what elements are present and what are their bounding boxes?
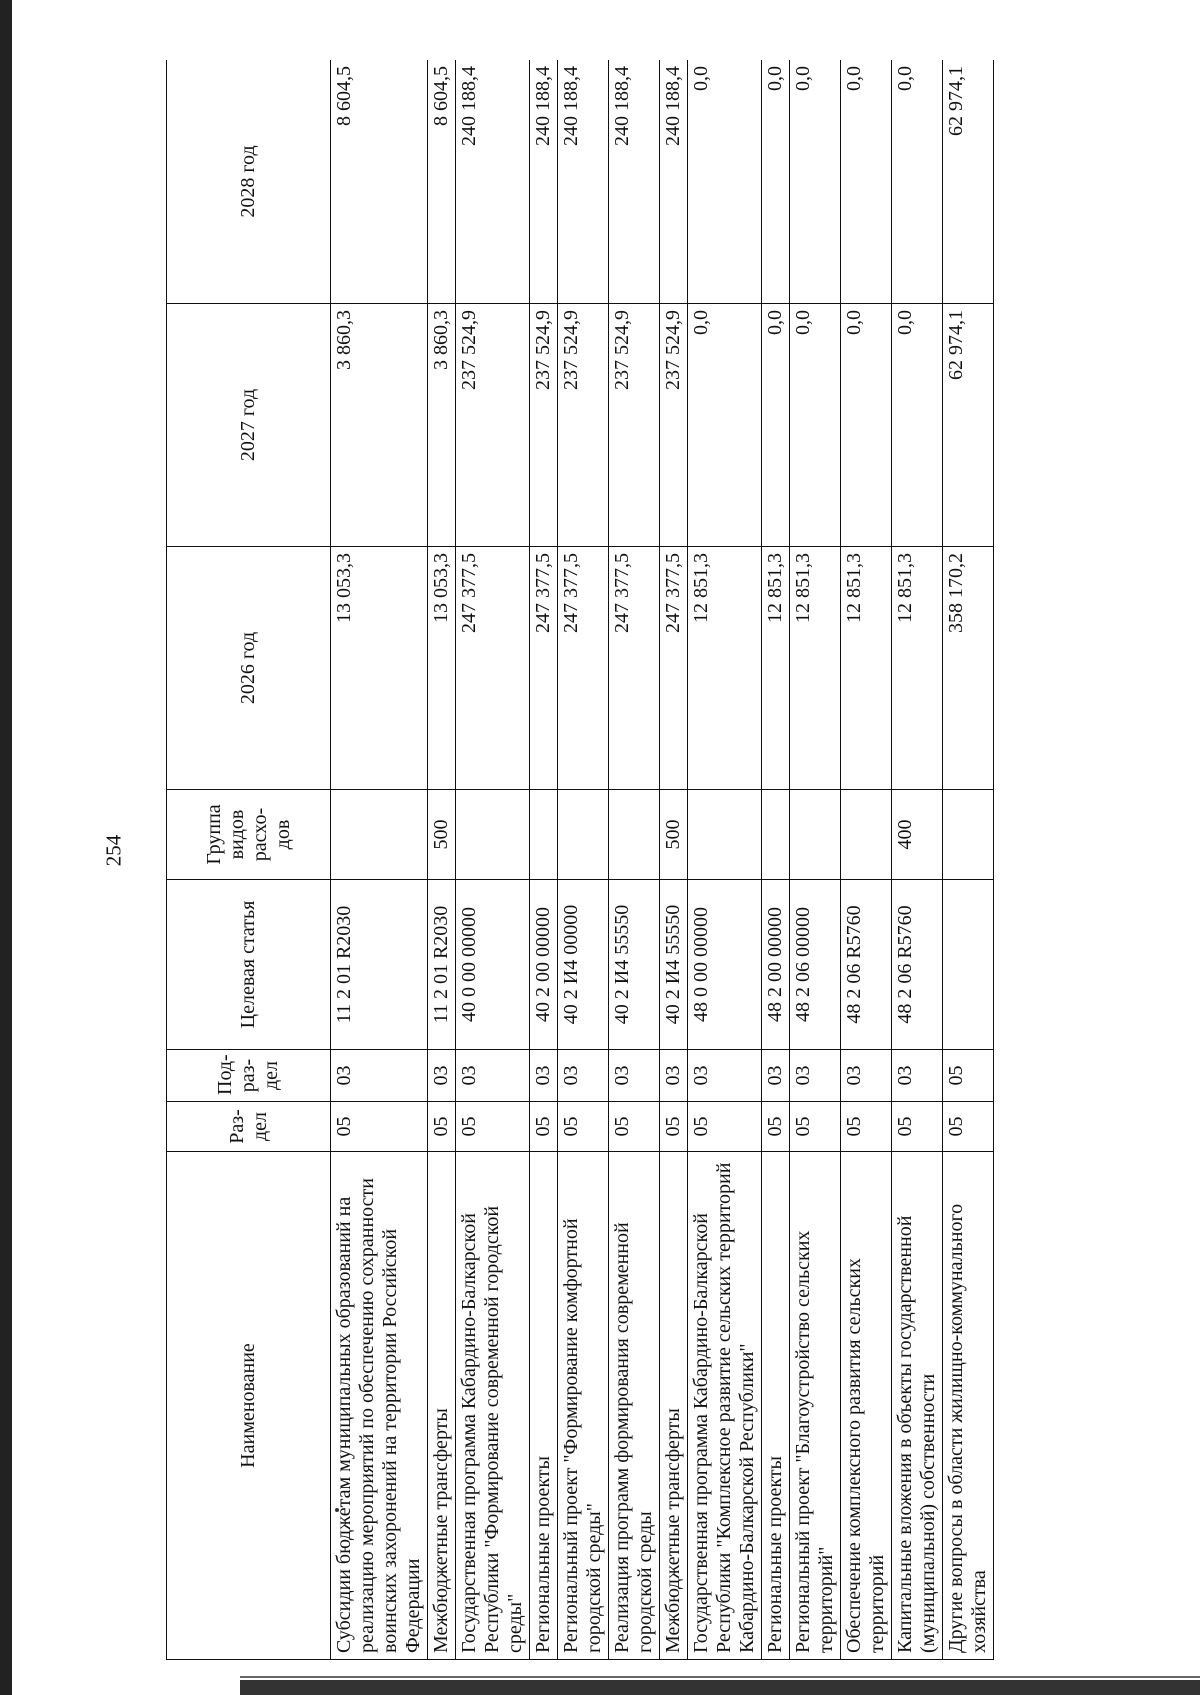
row-razdel: 05: [530, 1102, 558, 1152]
row-razdel: 05: [762, 1102, 790, 1152]
row-name: Государственная программа Кабардино-Балкарской Республики "Комплексное развитие сельских территорий Кабардино-Балкарской Республики": [688, 1152, 762, 1660]
row-name: Другие вопросы в области жилищно-коммунального хозяйства: [943, 1152, 994, 1660]
row-name: Государственная программа Кабардино-Балкарской Республики "Формирование современной городской среды": [456, 1152, 530, 1660]
row-2027: 237 524,9: [558, 304, 609, 547]
row-2026: 247 377,5: [660, 547, 688, 790]
row-razdel: 05: [688, 1102, 762, 1152]
row-podrazdel: 03: [892, 1050, 943, 1102]
row-name: Региональные проекты: [530, 1152, 558, 1660]
table-row: [331, 60, 428, 1660]
row-gruppa: [558, 790, 609, 880]
row-gruppa: [331, 790, 428, 880]
row-podrazdel: 03: [428, 1050, 456, 1102]
row-gruppa: [790, 790, 841, 880]
scan-edge-bottom-line: [240, 1676, 1200, 1678]
row-gruppa: [943, 790, 994, 880]
row-gruppa: [688, 790, 762, 880]
header-2028: 2028 год: [167, 60, 331, 304]
row-2028: 8 604,5: [428, 60, 456, 304]
header-tselevaya-statya: Целевая статья: [167, 880, 331, 1050]
row-2028: 240 188,4: [609, 60, 660, 304]
table-row: [609, 60, 660, 1660]
row-2027: 237 524,9: [660, 304, 688, 547]
row-2028: 240 188,4: [660, 60, 688, 304]
row-tselevaya: 48 2 06 R5760: [892, 880, 943, 1050]
table-row: [762, 60, 790, 1660]
row-tselevaya: 40 2 00 00000: [530, 880, 558, 1050]
row-2026: 247 377,5: [558, 547, 609, 790]
row-podrazdel: 03: [688, 1050, 762, 1102]
row-2028: 0,0: [688, 60, 762, 304]
row-tselevaya: 48 0 00 00000: [688, 880, 762, 1050]
row-2027: 62 974,1: [943, 304, 994, 547]
row-2027: 237 524,9: [530, 304, 558, 547]
row-2028: 240 188,4: [530, 60, 558, 304]
row-2027: 0,0: [688, 304, 762, 547]
row-tselevaya: 40 2 И4 55550: [660, 880, 688, 1050]
row-name: Субсидии бюджетам муниципальных образований на реализацию мероприятий по обеспечению сохранности воинских захоронений на территории Российской Федерации: [331, 1152, 428, 1660]
row-gruppa: 500: [660, 790, 688, 880]
row-2027: 0,0: [841, 304, 892, 547]
row-name: Региональные проекты: [762, 1152, 790, 1660]
row-2028: 0,0: [841, 60, 892, 304]
header-razdel: Раз-дел: [167, 1102, 331, 1152]
row-razdel: 05: [456, 1102, 530, 1152]
row-2027: 0,0: [790, 304, 841, 547]
row-2027: 0,0: [762, 304, 790, 547]
row-2026: 12 851,3: [892, 547, 943, 790]
row-podrazdel: 05: [943, 1050, 994, 1102]
row-gruppa: [456, 790, 530, 880]
row-2028: 8 604,5: [331, 60, 428, 304]
row-2026: 12 851,3: [688, 547, 762, 790]
row-tselevaya: 40 2 И4 55550: [609, 880, 660, 1050]
row-2026: 13 053,3: [331, 547, 428, 790]
table-row: [790, 60, 841, 1660]
row-name: Межбюджетные трансферты: [660, 1152, 688, 1660]
row-name: Межбюджетные трансферты: [428, 1152, 456, 1660]
header-podrazdel: Под-раз-дел: [167, 1050, 331, 1102]
row-2026: 358 170,2: [943, 547, 994, 790]
table-row: [456, 60, 530, 1660]
table-row: [688, 60, 762, 1660]
row-gruppa: 400: [892, 790, 943, 880]
row-podrazdel: 03: [530, 1050, 558, 1102]
row-2027: 237 524,9: [456, 304, 530, 547]
row-2028: 240 188,4: [558, 60, 609, 304]
row-name: Капитальные вложения в объекты государственной (муниципальной) собственности: [892, 1152, 943, 1660]
header-name: Наименование: [167, 1152, 331, 1660]
row-podrazdel: 03: [558, 1050, 609, 1102]
row-gruppa: 500: [428, 790, 456, 880]
row-name: Региональный проект "Формирование комфортной городской среды": [558, 1152, 609, 1660]
row-2028: 0,0: [762, 60, 790, 304]
row-2027: 3 860,3: [428, 304, 456, 547]
row-2026: 12 851,3: [762, 547, 790, 790]
row-2028: 240 188,4: [456, 60, 530, 304]
row-razdel: 05: [660, 1102, 688, 1152]
row-2028: 0,0: [790, 60, 841, 304]
row-razdel: 05: [609, 1102, 660, 1152]
header-2026: 2026 год: [167, 547, 331, 790]
header-2027: 2027 год: [167, 304, 331, 547]
row-tselevaya: 48 2 06 00000: [790, 880, 841, 1050]
row-2028: 62 974,1: [943, 60, 994, 304]
row-podrazdel: 03: [762, 1050, 790, 1102]
row-tselevaya: 48 2 06 R5760: [841, 880, 892, 1050]
table-row: [660, 60, 688, 1660]
row-podrazdel: 03: [331, 1050, 428, 1102]
table-row: [428, 60, 456, 1660]
row-name: Региональный проект "Благоустройство сельских территорий": [790, 1152, 841, 1660]
row-gruppa: [762, 790, 790, 880]
table-row: [943, 60, 994, 1660]
row-razdel: 05: [428, 1102, 456, 1152]
row-2027: 3 860,3: [331, 304, 428, 547]
scan-edge-bottom: [240, 1680, 1200, 1695]
header-gruppa-vidov-raskhodov: Группа видов расхо-дов: [167, 790, 331, 880]
row-2026: 247 377,5: [530, 547, 558, 790]
row-2026: 13 053,3: [428, 547, 456, 790]
row-2026: 12 851,3: [841, 547, 892, 790]
row-podrazdel: 03: [841, 1050, 892, 1102]
page-number: 254: [101, 834, 126, 867]
row-2026: 247 377,5: [456, 547, 530, 790]
row-2028: 0,0: [892, 60, 943, 304]
table-row: [558, 60, 609, 1660]
row-razdel: 05: [892, 1102, 943, 1152]
row-name: Обеспечение комплексного развития сельских территорий: [841, 1152, 892, 1660]
row-gruppa: [609, 790, 660, 880]
table-rotor: [166, 60, 1066, 1660]
row-2027: 0,0: [892, 304, 943, 547]
row-tselevaya: 40 2 И4 00000: [558, 880, 609, 1050]
table-row: [530, 60, 558, 1660]
table-header-row: [167, 60, 331, 1660]
row-name: Реализация программ формирования современной городской среды: [609, 1152, 660, 1660]
row-2026: 247 377,5: [609, 547, 660, 790]
row-gruppa: [530, 790, 558, 880]
row-podrazdel: 03: [456, 1050, 530, 1102]
row-podrazdel: 03: [790, 1050, 841, 1102]
rotated-table-frame: [166, 60, 1066, 1660]
scan-edge-left: [0, 0, 12, 1695]
row-tselevaya: [943, 880, 994, 1050]
row-2026: 12 851,3: [790, 547, 841, 790]
row-razdel: 05: [790, 1102, 841, 1152]
row-razdel: 05: [841, 1102, 892, 1152]
row-tselevaya: 48 2 00 00000: [762, 880, 790, 1050]
row-razdel: 05: [558, 1102, 609, 1152]
row-podrazdel: 03: [660, 1050, 688, 1102]
row-2027: 237 524,9: [609, 304, 660, 547]
row-podrazdel: 03: [609, 1050, 660, 1102]
row-tselevaya: 11 2 01 R2030: [428, 880, 456, 1050]
table-row: [892, 60, 943, 1660]
row-gruppa: [841, 790, 892, 880]
row-razdel: 05: [331, 1102, 428, 1152]
row-tselevaya: 40 0 00 00000: [456, 880, 530, 1050]
table-row: [841, 60, 892, 1660]
budget-table: [166, 60, 994, 1660]
row-tselevaya: 11 2 01 R2030: [331, 880, 428, 1050]
row-razdel: 05: [943, 1102, 994, 1152]
